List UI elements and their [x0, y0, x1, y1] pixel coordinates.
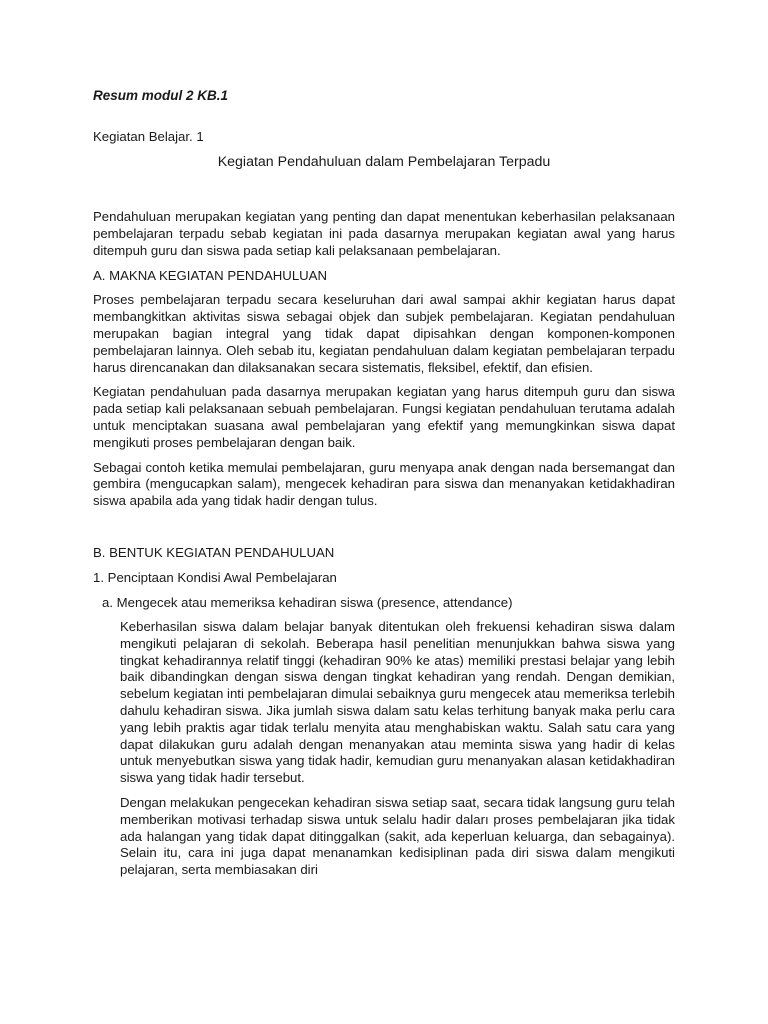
- activity-label: Kegiatan Belajar. 1: [93, 129, 204, 144]
- intro-paragraph: Pendahuluan merupakan kegiatan yang penting dan dapat menentukan keberhasilan pelaksanaan pembelajaran terpadu sebab kegiatan ini pada dasarnya merupakan kegiatan awal yang harus ditempuh guru dan siswa pada setiap kali pelaksanaan pembelajaran.: [93, 209, 675, 258]
- section-a-paragraph: Kegiatan pendahuluan pada dasarnya merupakan kegiatan yang harus ditempuh guru dan siswa pada setiap kali pelaksanaan sebuah pembelajaran. Fungsi kegiatan pendahuluan terutama adalah untuk menciptakan suasana awal pembelajaran yang efektif yang memungkinkan siswa dapat mengikuti proses pembelajaran dengan baik.: [93, 384, 675, 450]
- section-b-paragraph: Keberhasilan siswa dalam belajar banyak ditentukan oleh frekuensi kehadiran siswa dalam mengikuti pelajaran di sekolah. Beberapa hasil penelitian menunjukkan bahwa siswa yang tingkat kehadirannya relatif tinggi (kehadiran 90% ke atas) memiliki prestasi belajar yang lebih baik dibandingkan dengan siswa dengan tingkat kehadiran yang rendah. Dengan demikian, sebelum kegiatan inti pembelajaran dimulai sebaiknya guru mengecek atau memeriksa terlebih dahulu kehadiran siswa. Jika jumlah siswa dalam satu kelas terhitung banyak maka perlu cara yang lebih praktis agar tidak terlalu menyita atau menghabiskan waktu. Salah satu cara yang dapat dilakukan guru adalah dengan menanyakan atau meminta siswa yang hadir di kelas untuk menyebutkan siswa yang tidak hadir, kemudian guru menanyakan alasan ketidakhadiran siswa yang tidak hadir tersebut.: [120, 618, 675, 786]
- document-body: [93, 209, 675, 887]
- section-spacer: [93, 518, 675, 544]
- section-b-subheading: 1. Penciptaan Kondisi Awal Pembelajaran: [93, 569, 337, 585]
- section-b-heading: B. BENTUK KEGIATAN PENDAHULUAN: [93, 544, 335, 560]
- section-a-heading: A. MAKNA KEGIATAN PENDAHULUAN: [93, 268, 328, 284]
- section-a-paragraph: Proses pembelajaran terpadu secara keseluruhan dari awal sampai akhir kegiatan harus dapat membangkitkan aktivitas siswa sebagai objek dan subjek pembelajaran. Kegiatan pendahuluan merupakan bagian integral yang tidak dapat dipisahkan dengan komponen-komponen pembelajaran lainnya. Oleh sebab itu, kegiatan pendahuluan dalam kegiatan pembelajaran terpadu harus direncanakan dan dilaksanakan secara sistematis, fleksibel, efektif, dan efisien.: [93, 292, 675, 375]
- document-title: Resum modul 2 KB.1: [93, 88, 229, 103]
- main-heading: Kegiatan Pendahuluan dalam Pembelajaran Terpadu: [217, 154, 551, 170]
- section-b-item-a: a. Mengecek atau memeriksa kehadiran siswa (presence, attendance): [102, 594, 513, 610]
- section-a-paragraph: Sebagai contoh ketika memulai pembelajaran, guru menyapa anak dengan nada bersemangat dan gembira (mengucapkan salam), mengecek kehadiran para siswa dan menanyakan ketidakhadiran siswa apabila ada yang tidak hadir dengan tulus.: [93, 459, 675, 509]
- section-b-paragraph: Dengan melakukan pengecekan kehadiran siswa setiap saat, secara tidak langsung guru telah memberikan motivasi terhadap siswa untuk selalu hadir daları proses pembelajaran jika tidak ada halangan yang tidak dapat ditinggalkan (sakit, ada keperluan keluarga, dan sebagainya). Selain itu, cara ini juga dapat menanamkan kedisiplinan pada diri siswa dalam mengikuti pelajaran, serta membiasakan diri: [120, 794, 675, 878]
